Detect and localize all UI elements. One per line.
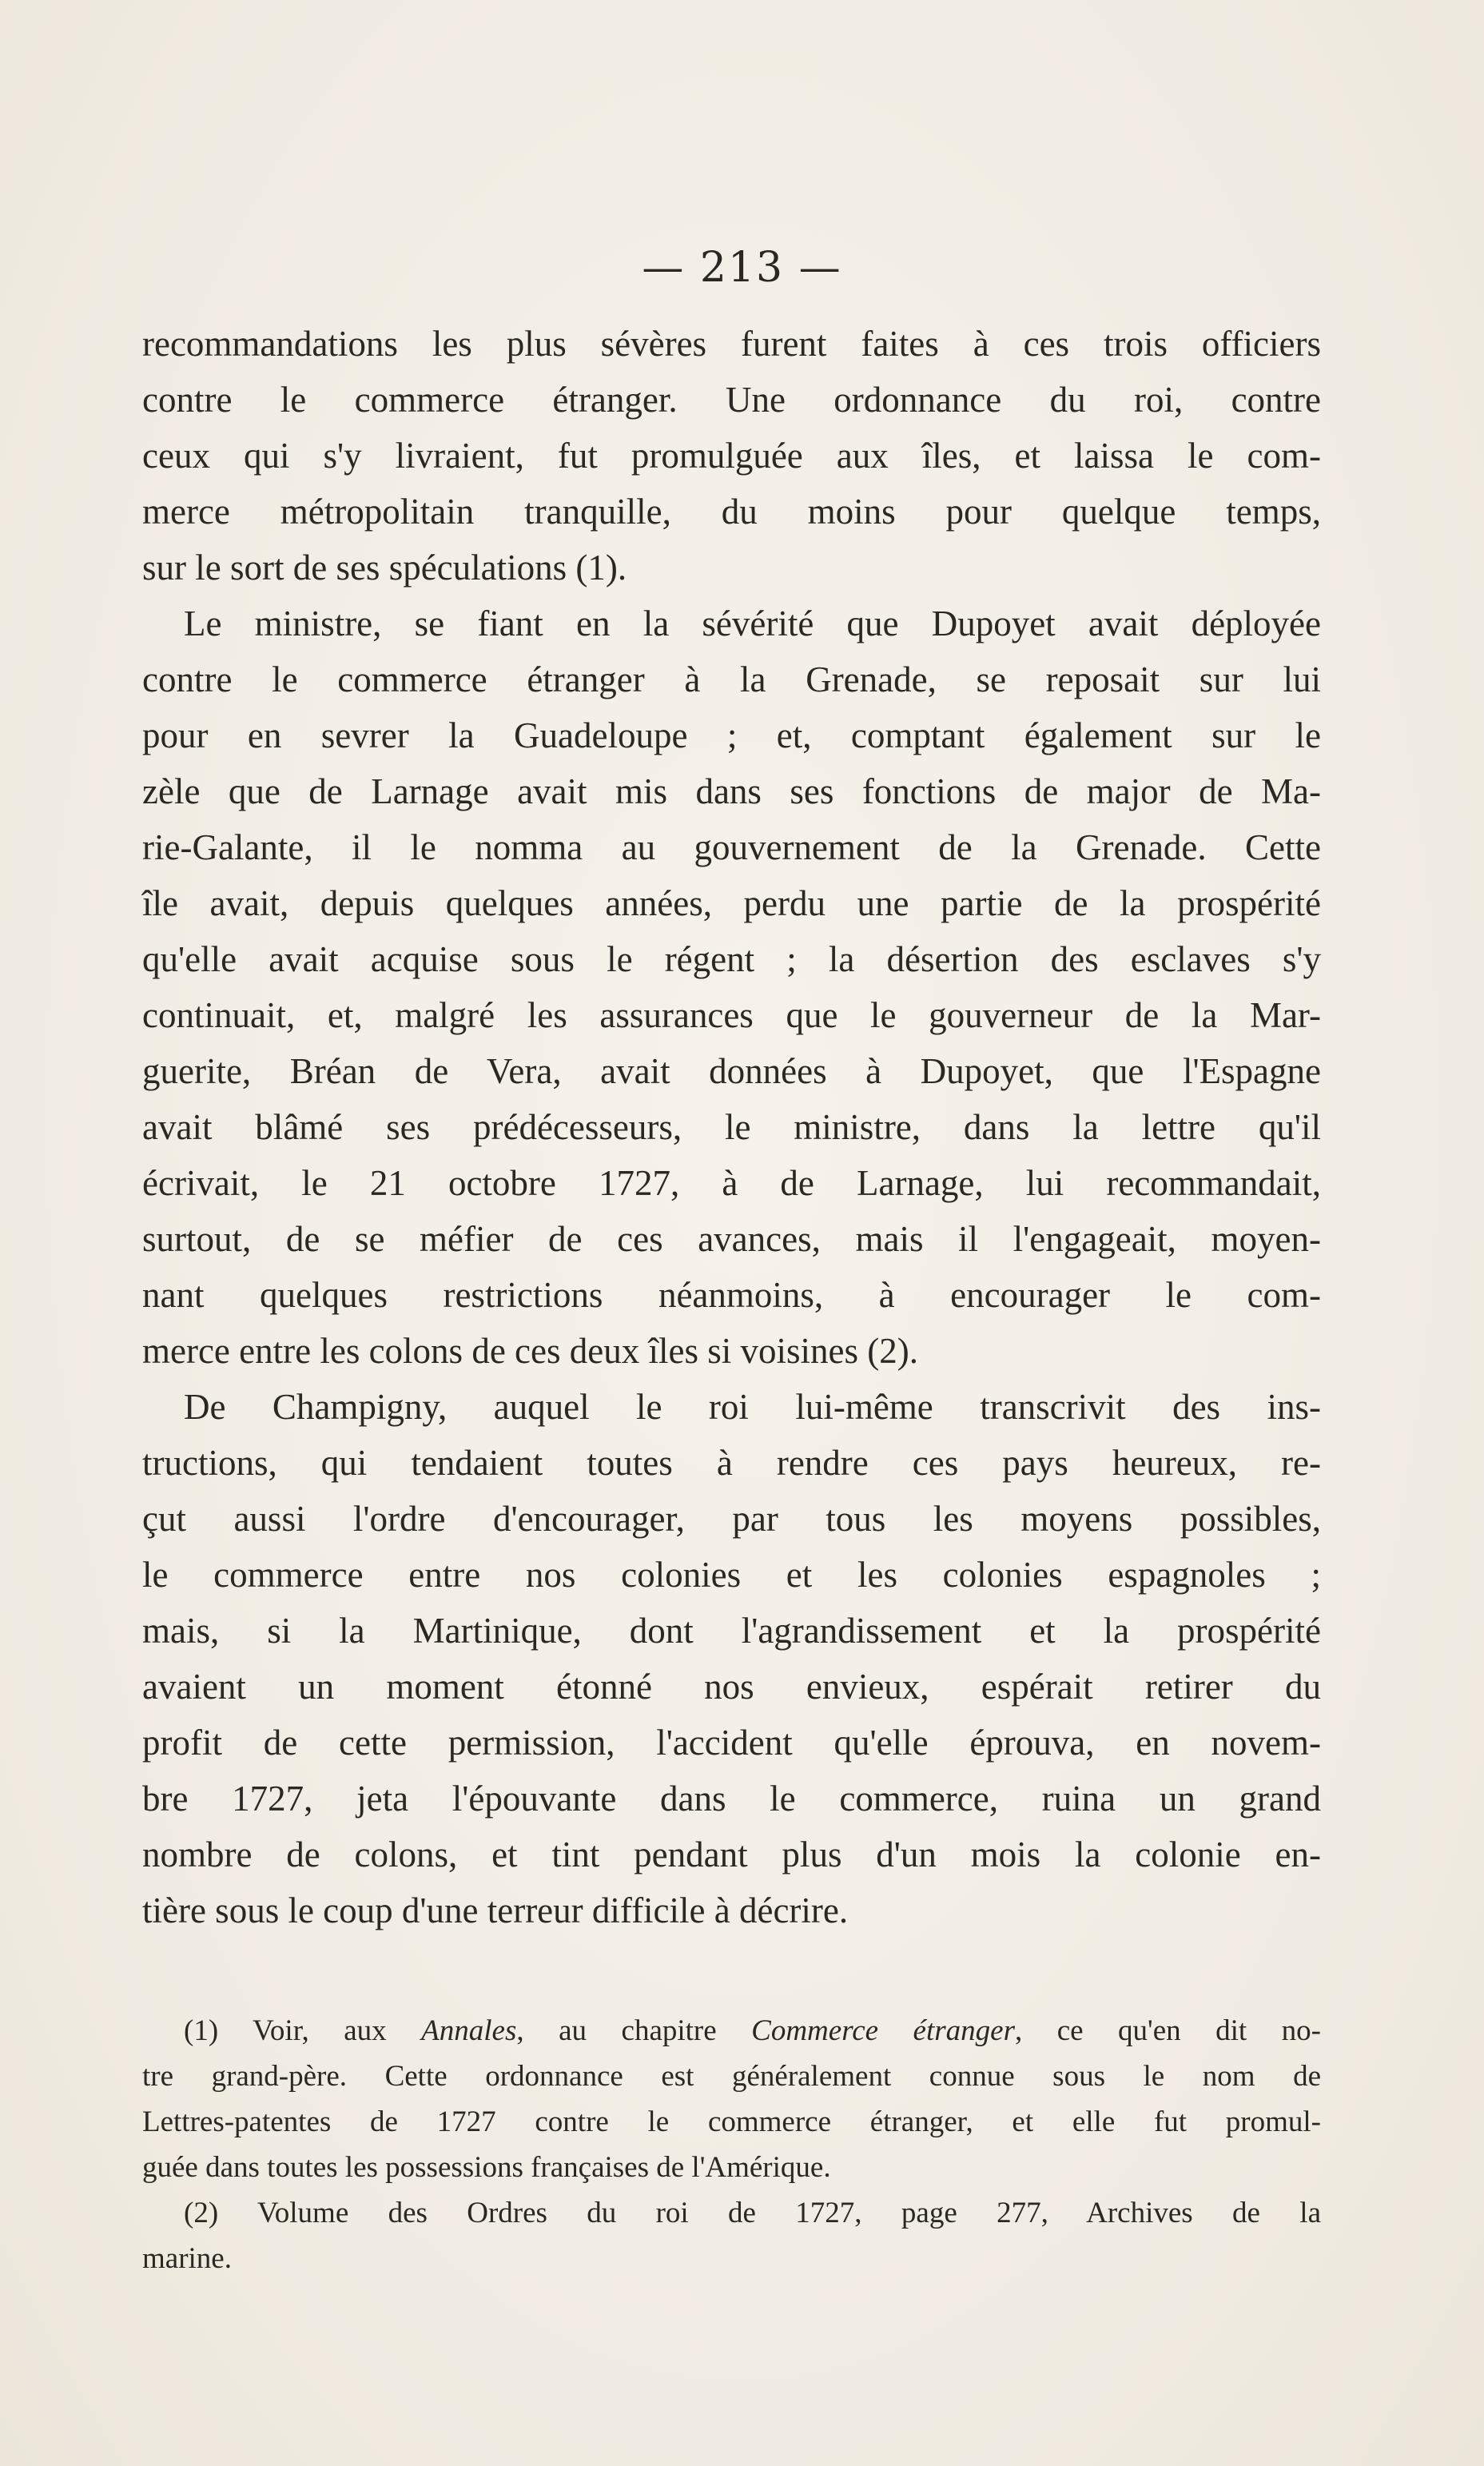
text-line: nombre de colons, et tint pendant plus d'un mois la colonie en- (142, 1835, 1321, 1874)
text-line: ceux qui s'y livraient, fut promulguée aux îles, et laissa le com- (142, 436, 1321, 476)
text-line: avait blâmé ses prédécesseurs, le ministre, dans la lettre qu'il (142, 1107, 1321, 1147)
footnote-2-line: (2) Volume des Ordres du roi de 1727, page 277, Archives de la (184, 2197, 1321, 2229)
text-line: nant quelques restrictions néanmoins, à encourager le com- (142, 1275, 1321, 1315)
footnote-1-line: guée dans toutes les possessions françaises de l'Amérique. (142, 2151, 831, 2184)
text-line: profit de cette permission, l'accident qu'elle éprouva, en novem- (142, 1723, 1321, 1763)
text-line: zèle que de Larnage avait mis dans ses fonctions de major de Ma- (142, 771, 1321, 811)
text-line: Le ministre, se fiant en la sévérité que Dupoyet avait déployée (184, 604, 1321, 643)
footnote-1-rest: , ce qu'en dit no- (1014, 2014, 1321, 2047)
footnote-2-line: marine. (142, 2242, 232, 2275)
footnote-1-prefix: (1) Voir, aux (184, 2014, 422, 2047)
text-line: De Champigny, auquel le roi lui-même transcrivit des ins- (184, 1387, 1321, 1427)
footnote-1-annales: Annales (421, 2014, 517, 2047)
text-line: île avait, depuis quelques années, perdu une partie de la prospérité (142, 883, 1321, 923)
text-line: sur le sort de ses spéculations (1). (142, 548, 627, 588)
text-line: merce entre les colons de ces deux îles si voisines (2). (142, 1331, 918, 1371)
text-line: recommandations les plus sévères furent faites à ces trois officiers (142, 324, 1321, 364)
text-line: rie-Galante, il le nomma au gouvernement de la Grenade. Cette (142, 827, 1321, 867)
footnotes (142, 2008, 1321, 2281)
text-line: guerite, Bréan de Vera, avait données à Dupoyet, que l'Espagne (142, 1051, 1321, 1091)
text-line: continuait, et, malgré les assurances que le gouverneur de la Mar- (142, 995, 1321, 1035)
text-line: qu'elle avait acquise sous le régent ; la désertion des esclaves s'y (142, 939, 1321, 979)
text-line: avaient un moment étonné nos envieux, espérait retirer du (142, 1667, 1321, 1707)
text-line: le commerce entre nos colonies et les colonies espagnoles ; (142, 1555, 1321, 1595)
text-line: tructions, qui tendaient toutes à rendre ces pays heureux, re- (142, 1443, 1321, 1483)
text-line: pour en sevrer la Guadeloupe ; et, comptant également sur le (142, 715, 1321, 755)
footnote-1-line (142, 2008, 1321, 2054)
text-line: merce métropolitain tranquille, du moins pour quelque temps, (142, 492, 1321, 532)
text-line: contre le commerce étranger. Une ordonnance du roi, contre (142, 380, 1321, 420)
text-line: bre 1727, jeta l'épouvante dans le commerce, ruina un grand (142, 1779, 1321, 1819)
text-line: çut aussi l'ordre d'encourager, par tous les moyens possibles, (142, 1499, 1321, 1539)
footnote-1-chapter: Commerce étranger (751, 2014, 1015, 2047)
text-line: tière sous le coup d'une terreur difficile à décrire. (142, 1890, 849, 1930)
footnote-1-line: tre grand-père. Cette ordonnance est généralement connue sous le nom de (142, 2060, 1321, 2093)
text-line: écrivait, le 21 octobre 1727, à de Larnage, lui recommandait, (142, 1163, 1321, 1203)
text-line: mais, si la Martinique, dont l'agrandissement et la prospérité (142, 1611, 1321, 1651)
text-line: surtout, de se méfier de ces avances, mais il l'engageait, moyen- (142, 1219, 1321, 1259)
body-text (142, 316, 1321, 1938)
footnote-1-mid: , au chapitre (516, 2014, 752, 2047)
page-number: — 213 — (642, 244, 842, 292)
text-line: contre le commerce étranger à la Grenade, se reposait sur lui (142, 659, 1321, 699)
footnote-1-line: Lettres-patentes de 1727 contre le commerce étranger, et elle fut promul- (142, 2105, 1321, 2138)
